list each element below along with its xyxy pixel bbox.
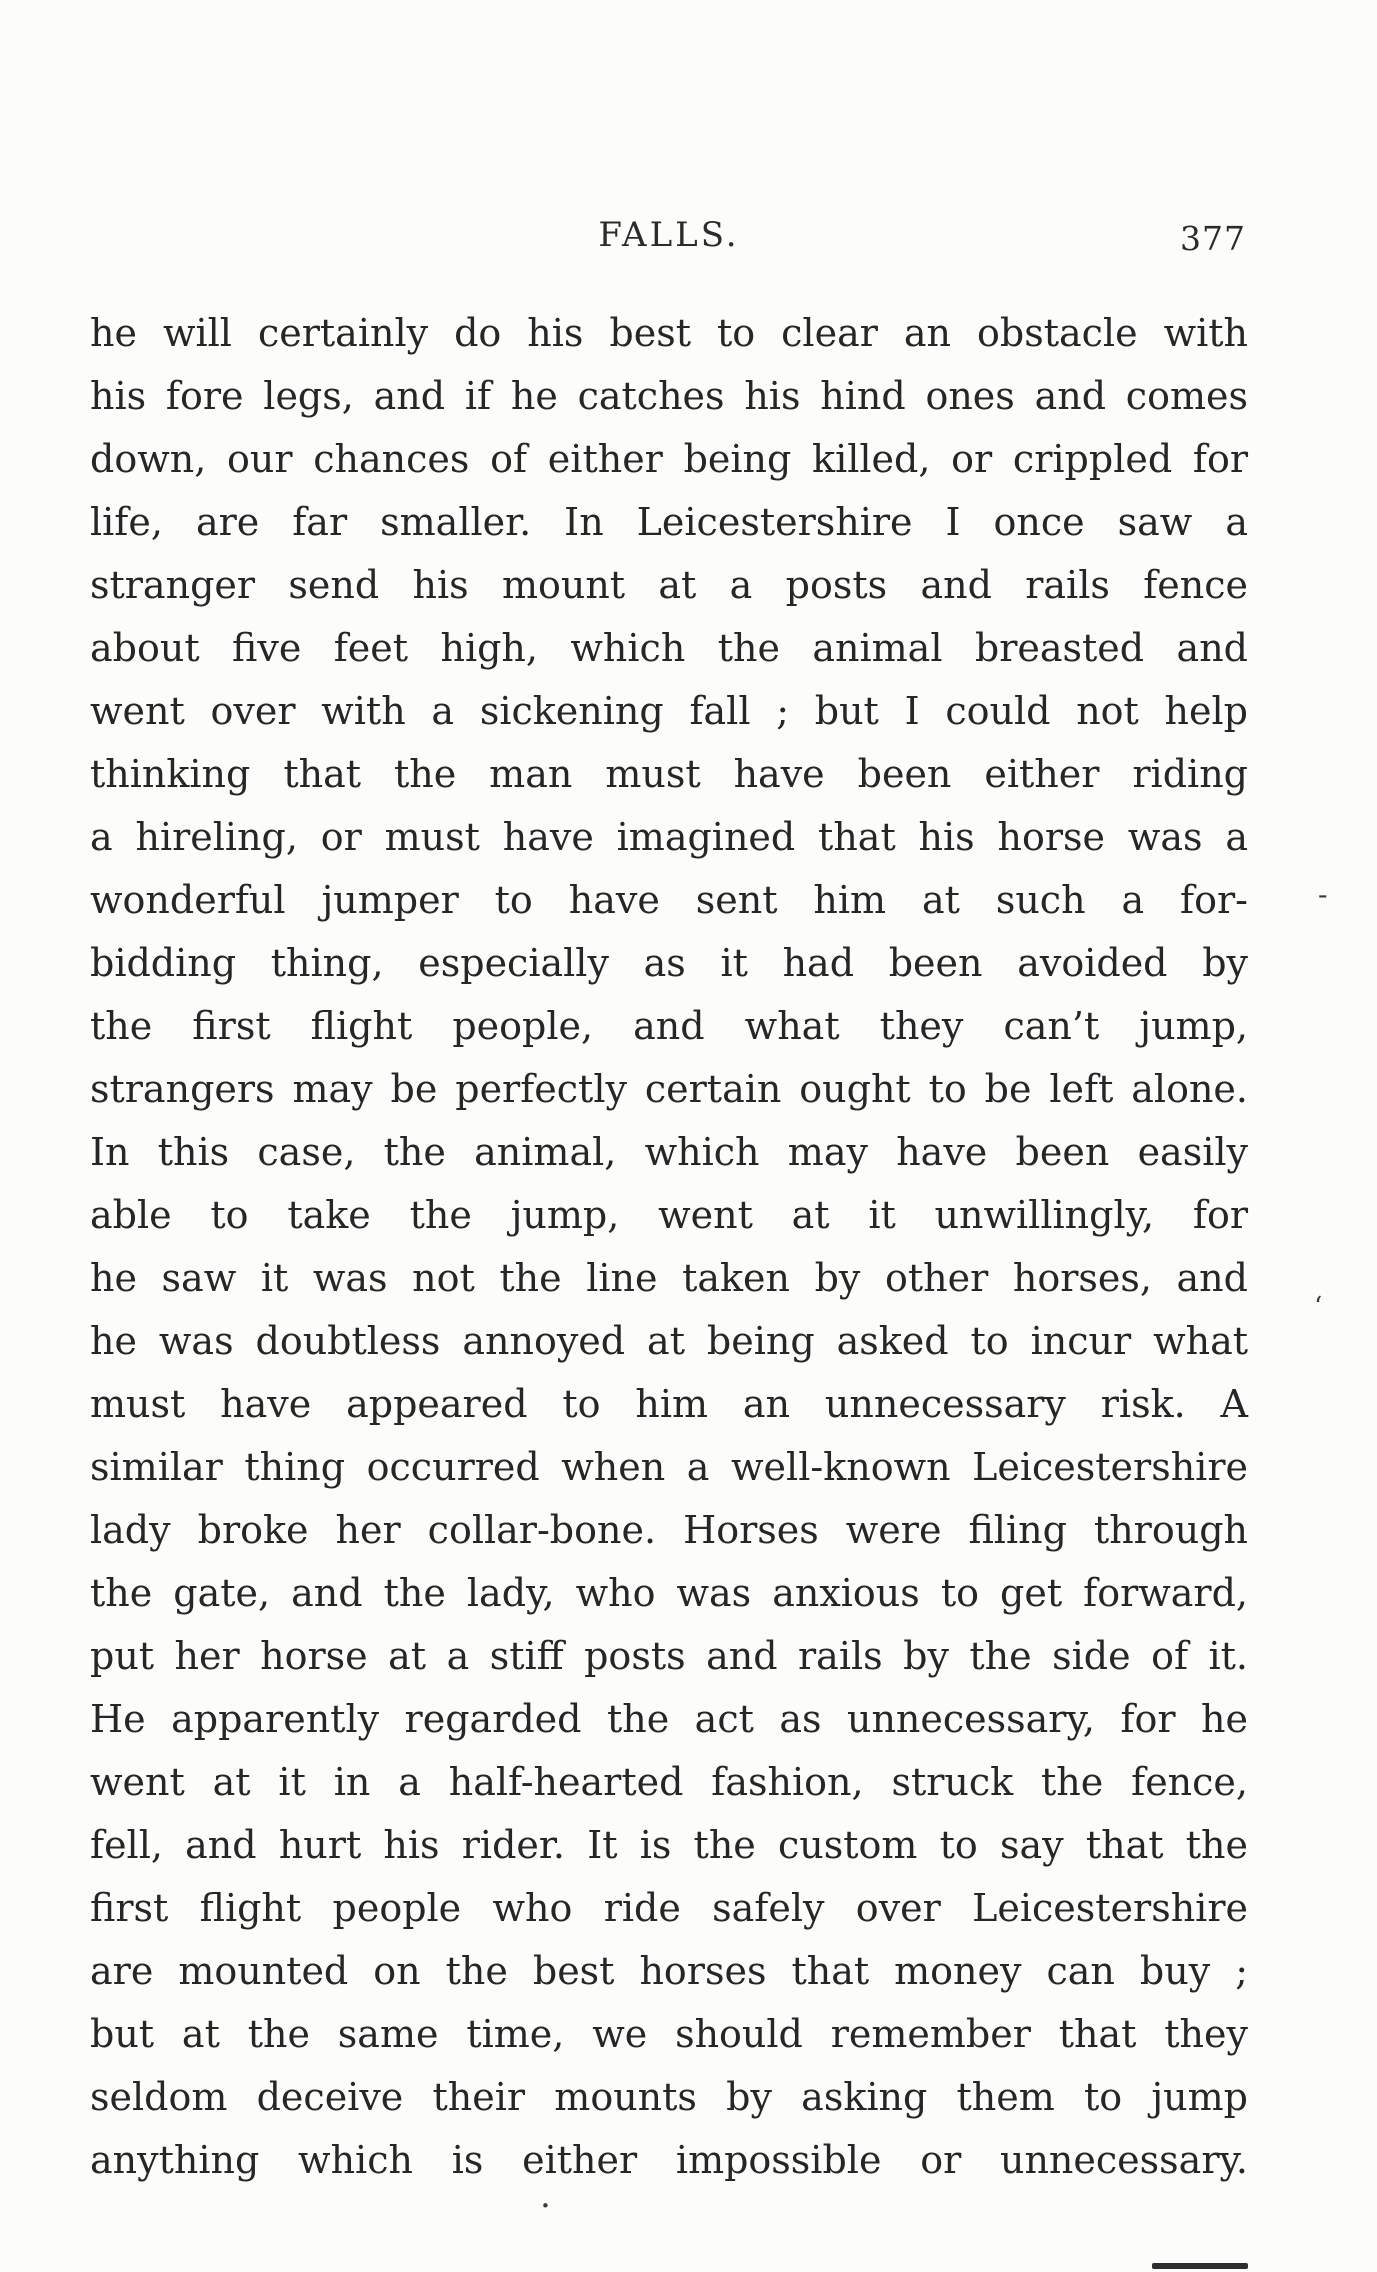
text-line: lady broke her collar-bone. Horses were filing through (90, 1508, 1248, 1552)
text-line: He apparently regarded the act as unnecessary, for he (90, 1697, 1248, 1741)
text-line: similar thing occurred when a well-known Leicestershire (90, 1445, 1248, 1489)
text-line: he was doubtless annoyed at being asked to incur what (90, 1319, 1248, 1363)
page-number: 377 (1180, 219, 1246, 258)
text-line: the first flight people, and what they can’t jump, (90, 1004, 1248, 1048)
text-line: went at it in a half-hearted fashion, struck the fence, (90, 1760, 1248, 1804)
running-head-title: FALLS. (598, 215, 740, 255)
scan-artifact-margin-tick: ‘ (1314, 1292, 1323, 1322)
text-line: put her horse at a stiff posts and rails by the side of it. (90, 1634, 1248, 1678)
text-line: went over with a sickening fall ; but I could not help (90, 689, 1248, 733)
text-line: seldom deceive their mounts by asking them to jump (90, 2075, 1248, 2119)
page-header (90, 215, 1248, 265)
text-line: he will certainly do his best to clear an obstacle with (90, 311, 1248, 355)
text-line: but at the same time, we should remember that they (90, 2012, 1248, 2056)
text-line: stranger send his mount at a posts and rails fence (90, 563, 1248, 607)
text-line: In this case, the animal, which may have been easily (90, 1130, 1248, 1174)
text-line: the gate, and the lady, who was anxious to get forward, (90, 1571, 1248, 1615)
text-line: his fore legs, and if he catches his hind ones and comes (90, 374, 1248, 418)
text-line: first flight people who ride safely over Leicestershire (90, 1886, 1248, 1930)
text-line: thinking that the man must have been either riding (90, 752, 1248, 796)
text-line: wonderful jumper to have sent him at such a for- (90, 878, 1248, 922)
text-line: life, are far smaller. In Leicestershire I once saw a (90, 500, 1248, 544)
text-line: strangers may be perfectly certain ought to be left alone. (90, 1067, 1248, 1111)
text-line: bidding thing, especially as it had been avoided by (90, 941, 1248, 985)
text-line: anything which is either impossible or unnecessary. (90, 2138, 1248, 2182)
scan-artifact-margin-dash: - (1318, 878, 1328, 911)
body-text-block (90, 302, 1248, 2192)
scan-artifact-footer-dot: . (540, 2176, 551, 2216)
scan-artifact-smudge (1152, 2263, 1248, 2269)
text-line: down, our chances of either being killed, or crippled for (90, 437, 1248, 481)
text-line: he saw it was not the line taken by other horses, and (90, 1256, 1248, 1300)
text-line: fell, and hurt his rider. It is the custom to say that the (90, 1823, 1248, 1867)
text-line: are mounted on the best horses that money can buy ; (90, 1949, 1248, 1993)
text-line: a hireling, or must have imagined that his horse was a (90, 815, 1248, 859)
text-line: about five feet high, which the animal breasted and (90, 626, 1248, 670)
text-line: must have appeared to him an unnecessary risk. A (90, 1382, 1248, 1426)
text-line: able to take the jump, went at it unwillingly, for (90, 1193, 1248, 1237)
